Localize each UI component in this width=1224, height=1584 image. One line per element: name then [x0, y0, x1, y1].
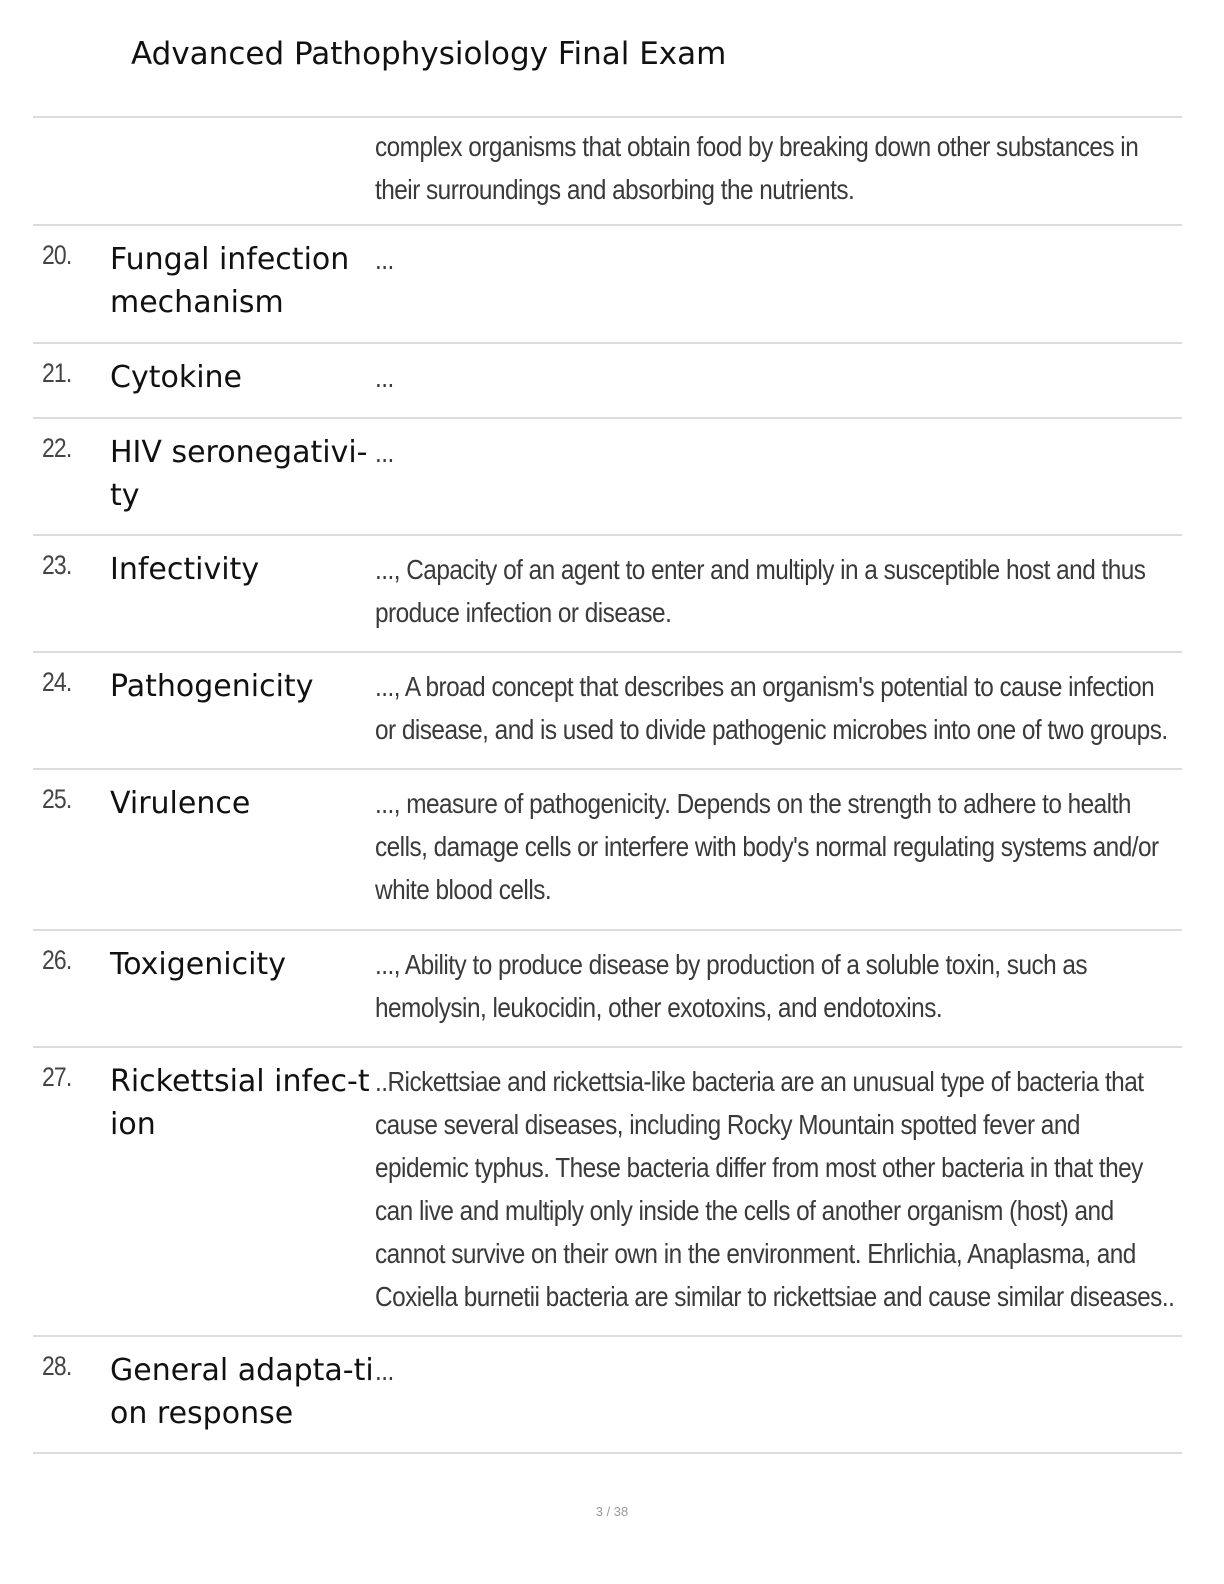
- entry-term: Toxigenicity: [110, 947, 286, 982]
- table-row: [33, 419, 1182, 536]
- table-row: [33, 344, 1182, 419]
- entry-number: 21.: [42, 358, 72, 388]
- entry-definition: ...: [375, 437, 394, 468]
- entry-term: Pathogenicity: [110, 669, 314, 704]
- entry-definition: ..., Ability to produce disease by production of a soluble toxin, such as hemolysin, leukocidin, other exotoxins, and endotoxins.: [375, 949, 1088, 1023]
- table-row: [33, 226, 1182, 344]
- table-row: [33, 1337, 1182, 1454]
- table-row: [33, 653, 1182, 770]
- entry-definition: ...: [375, 244, 394, 275]
- table-row: [33, 536, 1182, 653]
- entry-number: 26.: [42, 945, 72, 975]
- entry-definition: ..., measure of pathogenicity. Depends on the strength to adhere to health cells, damage cells or interfere with body's normal regulating systems and/or white blood cells.: [375, 788, 1159, 905]
- entry-number: 27.: [42, 1062, 72, 1092]
- table-row: [33, 1048, 1182, 1337]
- page-indicator: 3 / 38: [595, 1504, 629, 1519]
- entry-definition: ..., Capacity of an agent to enter and multiply in a susceptible host and thus produce infection or disease.: [375, 554, 1146, 628]
- entry-number: 20.: [42, 240, 72, 270]
- entry-term: Infectivity: [110, 552, 260, 587]
- entry-definition: ..., A broad concept that describes an organism's potential to cause infection or disease, and is used to divide pathogenic microbes into one of two groups.: [375, 671, 1168, 745]
- entry-definition: ...: [375, 362, 394, 393]
- entry-term: Cytokine: [110, 360, 242, 395]
- entry-term: General adapta-tion response: [110, 1353, 374, 1431]
- entry-number: 23.: [42, 550, 72, 580]
- entry-number: 24.: [42, 667, 72, 697]
- entry-number: 28.: [42, 1351, 72, 1381]
- entry-term: HIV seronegativi-ty: [110, 435, 368, 513]
- entry-term: Rickettsial infec-tion: [110, 1064, 370, 1142]
- flashcard-table: [33, 116, 1182, 1454]
- entry-number: 25.: [42, 784, 72, 814]
- entry-definition: ...: [375, 1355, 394, 1386]
- table-row-continued: [33, 118, 1182, 226]
- entry-number: 22.: [42, 433, 72, 463]
- entry-term: Fungal infection mechanism: [110, 242, 350, 320]
- definition-continued: complex organisms that obtain food by breaking down other substances in their surroundings and absorbing the nutrients.: [375, 131, 1139, 205]
- table-row: [33, 770, 1182, 931]
- page-title: Advanced Pathophysiology Final Exam: [131, 36, 727, 72]
- table-row: [33, 931, 1182, 1048]
- entry-definition: ..Rickettsiae and rickettsia-like bacteria are an unusual type of bacteria that cause several diseases, including Rocky Mountain spotted fever and epidemic typhus. These bacteria differ from most other bacteria in that they can live and multiply only inside the cells of another organism (host) and cannot survive on their own in the environment. Ehrlichia, Anaplasma, and Coxiella burnetii bacteria are similar to rickettsiae and cause similar diseases..: [375, 1066, 1175, 1312]
- entry-term: Virulence: [110, 786, 251, 821]
